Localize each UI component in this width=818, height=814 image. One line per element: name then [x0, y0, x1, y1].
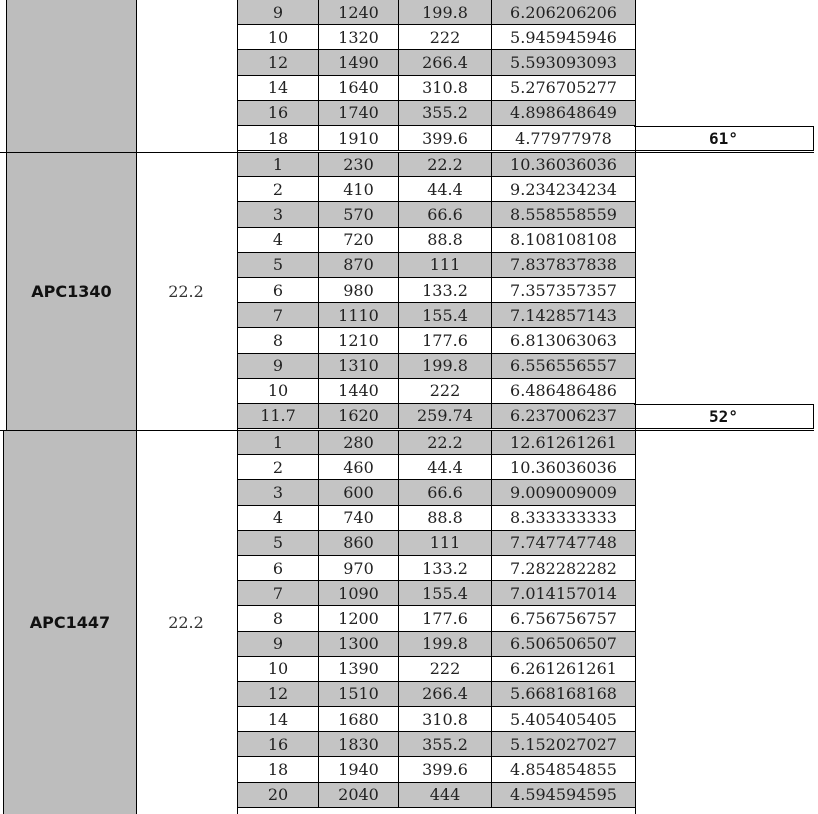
cell-throttle: 10 — [238, 25, 319, 49]
cell-power: 44.4 — [399, 177, 492, 201]
cell-power: 44.4 — [399, 455, 492, 479]
cell-rpm: 230 — [319, 152, 399, 176]
cell-efficiency: 6.506506507 — [510, 634, 617, 654]
cell-power: 111 — [399, 531, 492, 555]
cell-efficiency: 10.36036036 — [510, 457, 617, 477]
cell-rpm: 870 — [319, 253, 399, 277]
cell-throttle: 12 — [238, 50, 319, 74]
table-row — [238, 177, 635, 202]
cell-throttle: 6 — [238, 556, 319, 580]
table-row — [238, 328, 635, 353]
cell-throttle: 4 — [238, 506, 319, 530]
model-name-cell: APC1447 — [3, 430, 137, 814]
cell-throttle: 1 — [238, 152, 319, 176]
cell-power: 88.8 — [399, 506, 492, 530]
angle-cell: 61° — [634, 126, 814, 151]
table-row — [238, 0, 635, 25]
model-block — [0, 152, 818, 430]
cell-efficiency: 10.36036036 — [510, 154, 617, 174]
cell-throttle: 6 — [238, 278, 319, 302]
cell-rpm: 1110 — [319, 303, 399, 327]
cell-throttle: 16 — [238, 732, 319, 756]
cell-power: 133.2 — [399, 556, 492, 580]
cell-efficiency: 4.594594595 — [510, 785, 617, 805]
cell-efficiency: 5.276705277 — [510, 78, 617, 98]
cell-power: 355.2 — [399, 101, 492, 125]
table-row — [238, 757, 635, 782]
table-row — [238, 379, 635, 404]
cell-rpm: 410 — [319, 177, 399, 201]
cell-rpm: 1510 — [319, 682, 399, 706]
table-row — [238, 556, 635, 581]
table-row — [238, 404, 635, 429]
cell-rpm: 970 — [319, 556, 399, 580]
block-divider — [0, 430, 814, 431]
cell-throttle: 5 — [238, 531, 319, 555]
cell-efficiency: 7.357357357 — [510, 280, 617, 300]
model-block — [0, 430, 818, 814]
table-row — [238, 76, 635, 101]
cell-rpm: 1490 — [319, 50, 399, 74]
cell-power: 399.6 — [399, 757, 492, 781]
model-block — [0, 0, 818, 152]
cell-throttle: 11.7 — [238, 404, 319, 428]
table-row — [238, 126, 635, 151]
measurement-table — [237, 152, 636, 430]
cell-efficiency: 5.593093093 — [510, 52, 617, 72]
cell-throttle: 18 — [238, 757, 319, 781]
cell-rpm: 1740 — [319, 101, 399, 125]
cell-throttle: 18 — [238, 126, 319, 150]
cell-rpm: 1090 — [319, 581, 399, 605]
cell-throttle: 16 — [238, 101, 319, 125]
cell-rpm: 600 — [319, 480, 399, 504]
cell-efficiency: 9.234234234 — [510, 179, 617, 199]
cell-throttle: 20 — [238, 783, 319, 807]
cell-rpm: 1300 — [319, 632, 399, 656]
cell-efficiency: 6.486486486 — [510, 381, 617, 401]
cell-rpm: 1620 — [319, 404, 399, 428]
measurement-table — [237, 430, 636, 814]
cell-power: 266.4 — [399, 50, 492, 74]
cell-efficiency: 5.405405405 — [510, 709, 617, 729]
cell-power: 266.4 — [399, 682, 492, 706]
model-name-cell — [6, 0, 137, 152]
table-row — [238, 682, 635, 707]
cell-rpm: 740 — [319, 506, 399, 530]
table-row — [238, 101, 635, 126]
table-row — [238, 480, 635, 505]
block-divider — [0, 152, 814, 153]
cell-power: 22.2 — [399, 152, 492, 176]
cell-rpm: 460 — [319, 455, 399, 479]
table-row — [238, 606, 635, 631]
cell-power: 222 — [399, 657, 492, 681]
cell-efficiency: 8.108108108 — [510, 230, 617, 250]
cell-efficiency: 6.237006237 — [510, 406, 617, 426]
cell-throttle: 2 — [238, 455, 319, 479]
cell-throttle: 5 — [238, 253, 319, 277]
cell-rpm: 1940 — [319, 757, 399, 781]
cell-efficiency: 12.61261261 — [510, 432, 617, 452]
cell-efficiency: 5.668168168 — [510, 684, 617, 704]
cell-rpm: 570 — [319, 202, 399, 226]
cell-rpm: 860 — [319, 531, 399, 555]
cell-throttle: 14 — [238, 707, 319, 731]
cell-power: 199.8 — [399, 632, 492, 656]
table-row — [238, 278, 635, 303]
cell-efficiency: 9.009009009 — [510, 482, 617, 502]
cell-rpm: 1680 — [319, 707, 399, 731]
table-row — [238, 732, 635, 757]
cell-rpm: 280 — [319, 430, 399, 454]
cell-rpm: 1210 — [319, 328, 399, 352]
table-row — [238, 430, 635, 455]
cell-throttle: 2 — [238, 177, 319, 201]
cell-efficiency: 6.756756757 — [510, 608, 617, 628]
cell-throttle: 1 — [238, 430, 319, 454]
cell-efficiency: 5.945945946 — [510, 27, 617, 47]
table-row — [238, 152, 635, 177]
cell-throttle: 9 — [238, 0, 319, 24]
cell-efficiency: 6.556556557 — [510, 356, 617, 376]
cell-power: 259.74 — [399, 404, 492, 428]
table-row — [238, 50, 635, 75]
cell-efficiency: 4.854854855 — [510, 760, 617, 780]
cell-efficiency: 7.142857143 — [510, 305, 617, 325]
cell-power: 222 — [399, 25, 492, 49]
cell-power: 310.8 — [399, 707, 492, 731]
table-row — [238, 25, 635, 50]
voltage-cell: 22.2 — [168, 281, 204, 301]
table-row — [238, 354, 635, 379]
model-name-cell: APC1340 — [6, 152, 137, 430]
cell-rpm: 1390 — [319, 657, 399, 681]
table-row — [238, 783, 635, 808]
cell-rpm: 1310 — [319, 354, 399, 378]
cell-efficiency: 6.206206206 — [510, 2, 617, 22]
cell-throttle: 12 — [238, 682, 319, 706]
table-row — [238, 506, 635, 531]
cell-power: 222 — [399, 379, 492, 403]
cell-efficiency: 6.261261261 — [510, 659, 617, 679]
table-row — [238, 455, 635, 480]
cell-efficiency: 5.152027027 — [510, 734, 617, 754]
cell-power: 310.8 — [399, 76, 492, 100]
cell-throttle: 7 — [238, 581, 319, 605]
cell-power: 177.6 — [399, 606, 492, 630]
cell-rpm: 1640 — [319, 76, 399, 100]
cell-throttle: 3 — [238, 202, 319, 226]
table-row — [238, 581, 635, 606]
cell-rpm: 1440 — [319, 379, 399, 403]
cell-rpm: 1240 — [319, 0, 399, 24]
cell-rpm: 2040 — [319, 783, 399, 807]
cell-power: 66.6 — [399, 202, 492, 226]
table-row — [238, 253, 635, 278]
measurement-table — [237, 0, 636, 152]
cell-power: 177.6 — [399, 328, 492, 352]
cell-rpm: 1320 — [319, 25, 399, 49]
cell-power: 66.6 — [399, 480, 492, 504]
cell-efficiency: 4.77977978 — [515, 128, 612, 148]
cell-rpm: 1830 — [319, 732, 399, 756]
cell-throttle: 7 — [238, 303, 319, 327]
cell-power: 88.8 — [399, 228, 492, 252]
cell-power: 133.2 — [399, 278, 492, 302]
table-row — [238, 657, 635, 682]
voltage-cell — [135, 0, 237, 152]
cell-power: 199.8 — [399, 0, 492, 24]
table-row — [238, 707, 635, 732]
angle-cell: 52° — [634, 404, 814, 429]
cell-efficiency: 7.014157014 — [510, 583, 617, 603]
cell-power: 22.2 — [399, 430, 492, 454]
cell-throttle: 10 — [238, 657, 319, 681]
cell-throttle: 9 — [238, 632, 319, 656]
cell-efficiency: 7.282282282 — [510, 558, 617, 578]
cell-power: 199.8 — [399, 354, 492, 378]
cell-throttle: 8 — [238, 328, 319, 352]
table-row — [238, 228, 635, 253]
cell-efficiency: 4.898648649 — [510, 103, 617, 123]
voltage-cell: 22.2 — [168, 612, 204, 632]
cell-power: 444 — [399, 783, 492, 807]
cell-power: 111 — [399, 253, 492, 277]
cell-efficiency: 8.558558559 — [510, 204, 617, 224]
cell-rpm: 980 — [319, 278, 399, 302]
cell-rpm: 1910 — [319, 126, 399, 150]
cell-power: 155.4 — [399, 581, 492, 605]
cell-throttle: 10 — [238, 379, 319, 403]
cell-throttle: 4 — [238, 228, 319, 252]
cell-throttle: 9 — [238, 354, 319, 378]
cell-power: 155.4 — [399, 303, 492, 327]
cell-throttle: 3 — [238, 480, 319, 504]
cell-rpm: 1200 — [319, 606, 399, 630]
cell-power: 355.2 — [399, 732, 492, 756]
table-row — [238, 531, 635, 556]
table-row — [238, 202, 635, 227]
cell-efficiency: 7.837837838 — [510, 255, 617, 275]
cell-efficiency: 6.813063063 — [510, 330, 617, 350]
cell-throttle: 8 — [238, 606, 319, 630]
table-row — [238, 303, 635, 328]
cell-efficiency: 8.333333333 — [510, 508, 617, 528]
cell-throttle: 14 — [238, 76, 319, 100]
table-row — [238, 632, 635, 657]
cell-rpm: 720 — [319, 228, 399, 252]
cell-efficiency: 7.747747748 — [510, 533, 617, 553]
cell-power: 399.6 — [399, 126, 492, 150]
